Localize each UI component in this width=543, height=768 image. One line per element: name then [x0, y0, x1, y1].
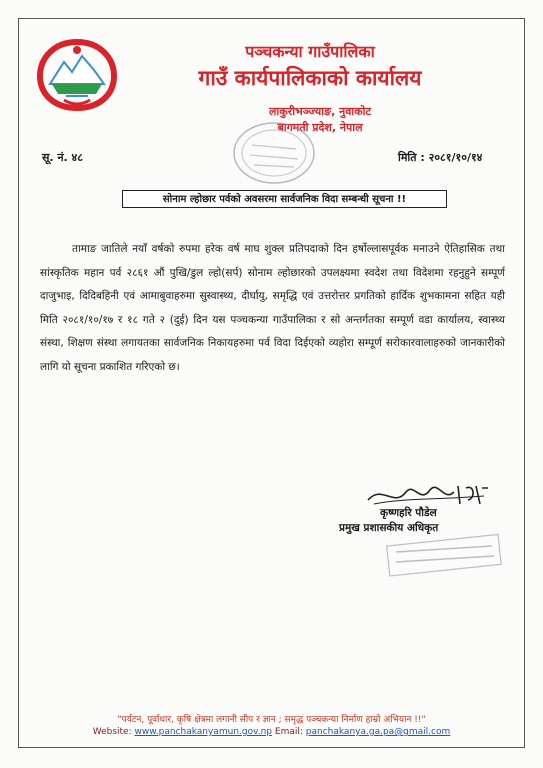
notice-body — [40, 238, 505, 379]
email-link[interactable]: panchakanya.ga.pa@gmail.com — [305, 727, 451, 737]
address-line-1: लाकुरीभञ्ज्याङ, नुवाकोट — [268, 105, 372, 118]
issue-date: मिति : २०८१/१०/१४ — [398, 151, 483, 164]
office-name: गाउँ कार्यपालिकाको कार्यालय — [198, 66, 422, 90]
office-stamp-icon — [228, 115, 320, 191]
footer-contact — [40, 727, 503, 737]
municipality-name: पञ्चकन्या गाउँपालिका — [245, 42, 375, 61]
officer-stamp-icon — [382, 534, 510, 578]
signatory-name: कृष्णहरि पौडेल — [380, 507, 437, 519]
reference-number: सू. नं. ४८ — [42, 151, 83, 164]
signatory-title: प्रमुख प्रशासकीय अधिकृत — [339, 522, 439, 534]
address-line-2: बागमती प्रदेश, नेपाल — [277, 121, 363, 134]
website-label: Website: — [92, 727, 132, 737]
notice-subject: सोनाम ल्होछार पर्वको अवसरमा सार्वजनिक विदा सम्बन्धी सूचना !! — [122, 190, 447, 208]
website-link[interactable]: www.panchakanyamun.gov.np — [134, 727, 273, 737]
nepal-emblem-icon — [34, 36, 120, 114]
footer-slogan: "पर्यटन, पूर्वाधार, कृषि क्षेत्रमा लगानी सीप र ज्ञान ; समृद्ध पञ्चकन्या निर्माण हाम्रो अभियान !!" — [117, 715, 426, 725]
body-paragraph: तामाङ जातिले नयाँ वर्षको रुपमा हरेक वर्ष माघ शुक्ल प्रतिपदाको दिन हर्षोल्लासपूर्वक मनाउने ऐतिहासिक तथा सांस्कृतिक महान पर्व २८६१ औं पुखि/डुल ल्हो(सर्प) सोनाम ल्होछारको उपलक्ष्यमा स्वदेश तथा विदेशमा रहनुहुने सम्पूर्ण दाजुभाइ, दिदिबहिनी एवं आमाबुवाहरुमा सुस्वास्थ्य, दीर्घायु, समृद्धि एवं उत्तरोत्तर प्रगतिको हार्दिक शुभकामना सहित यही मिति २०८१/१०/१७ र १८ गते २ (दुई) दिन यस पञ्चकन्या गाउँपालिका र सो अन्तर्गतका सम्पूर्ण वडा कार्यालय, स्वास्थ्य संस्था, शिक्षण संस्था लगायतका सार्वजनिक निकायहरुमा पर्व विदा दिईएको व्यहोरा सम्पूर्ण सरोकारवालाहरुको जानकारीको लागि यो सूचना प्रकाशित गरिएको छ। — [40, 243, 505, 373]
email-label: Email: — [274, 727, 303, 737]
